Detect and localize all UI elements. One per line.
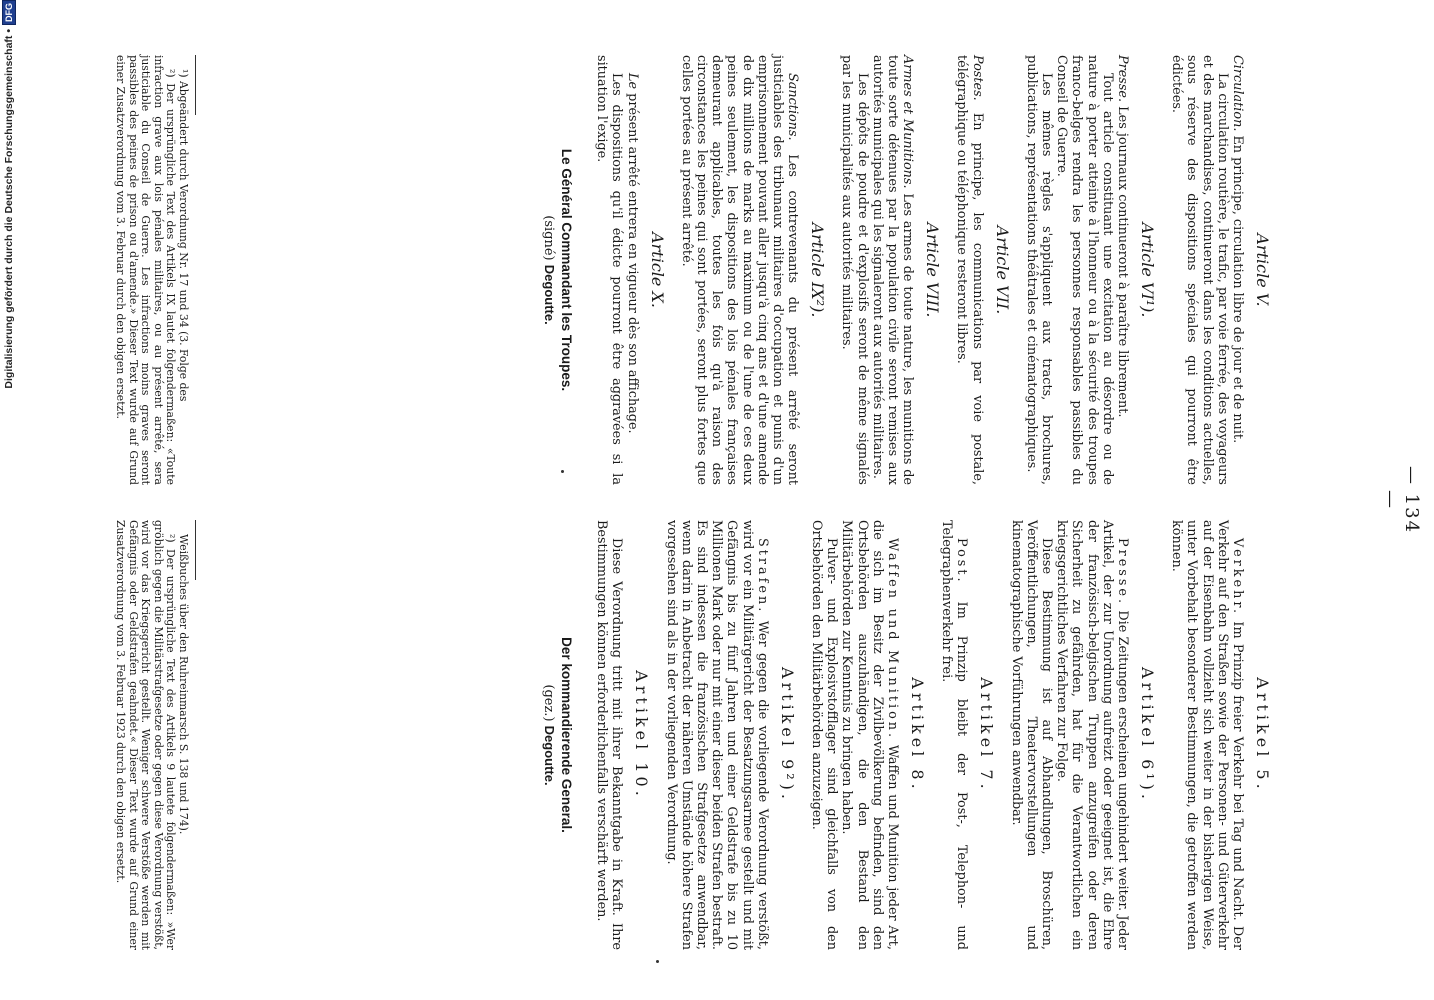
- article-paragraph: Les dispositions qu'il édicte pourront être aggravées si la situation l'exige.: [594, 55, 625, 485]
- footnote: ²) Der ursprüngliche Text des Artikels IX lautet folgendermaßen: «Toute infraction grave aux lois pénales militaires, ou au présent arrêté, sera justiciable du Conseil de Guerre. Les infractions moins graves seront passibles des peines de prison ou d'amende.» Dieser Text wurde auf Grund einer Zusatzverordnung vom 3. Februar durch den obigen ersetzt.: [114, 55, 178, 485]
- article-paragraph: [939, 520, 969, 950]
- article-paragraph: Les mêmes règles s'appliquent aux tracts, brochures, publications, représentations théâtrales et cinématographiques.: [1023, 55, 1054, 485]
- footnote-divider: [195, 520, 196, 580]
- signature-name: [541, 520, 557, 950]
- article-paragraph: Diese Verordnung tritt mit ihrer Bekanntgabe in Kraft. Ihre Bestimmungen können erforderlichenfalls verschärft werden.: [594, 520, 625, 950]
- paragraph-text: Wer gegen die vorliegende Verordnung verstößt, wird vor ein Militärgericht der Besatzungsarmee gestellt und mit Gefängnis bis zu fünf Jahren und einer Geldstrafe bis zu 10 Millionen Mark oder nur mit einer dieser beiden Strafen bestraft. Es sind indessen die französischen Strafgesetze anwendbar, wenn darin in Anbetracht der näheren Umstände höhere Strafen vorgesehen sind als in der vorliegenden Verordnung.: [663, 520, 770, 950]
- article-heading: Article X.: [647, 232, 667, 308]
- paragraph-text: Les journaux continueront à paraître librement.: [1114, 102, 1130, 418]
- article-keyword: Presse.: [1114, 538, 1130, 607]
- article-heading: Article VIII.: [923, 222, 943, 318]
- article-paragraph: [663, 520, 769, 950]
- article-heading: Artikel 5.: [1253, 677, 1272, 793]
- article-heading: Article VI¹).: [1137, 222, 1157, 318]
- paragraph-text: Les armes de toute nature, les munitions de toute sorte détenues par la population civile seront remises aux autorités municipales qui les signaleront aux autorités militaires.: [869, 55, 916, 486]
- article-keyword: Sanctions.: [785, 73, 801, 141]
- signatory-name: Degoutte.: [541, 264, 557, 325]
- signatory-name: Degoutte.: [541, 725, 557, 786]
- article-keyword: Postes.: [969, 55, 985, 101]
- signature-name: [541, 55, 557, 485]
- article-heading: Artikel 9²).: [777, 666, 797, 804]
- article-paragraph: Tout article constituant une excitation au désordre ou de nature à porter atteinte à l'honneur ou à la sécurité des troupes franco-belges rendra les personnes responsables passibles du Conseil de Guerre.: [1054, 55, 1115, 485]
- article-heading: Article VII.: [992, 225, 1012, 315]
- dfg-logo-icon: DFG: [2, 0, 16, 25]
- article-heading: Artikel 7.: [977, 677, 997, 793]
- article-heading: Article IX²).: [808, 222, 828, 318]
- article-paragraph: [679, 55, 801, 485]
- article-paragraph: [1115, 55, 1130, 485]
- signature-prefix: (signé): [540, 215, 556, 265]
- article-heading: Artikel 10.: [632, 670, 652, 800]
- print-speck: [656, 960, 659, 963]
- paragraph-text: Les contrevenants du présent arrêté seront justiciables des tribunaux militaires d'occupation et punis d'un emprisonnement pouvant aller jusqu'à cinq ans et d'une amende de dix millions de marks au maximum ou de l'une de ces deux peines seulement, les dispositions des lois pénales françaises demeurant applicables, toutes les fois qu'à raison des circonstances les peines qui sont portées, seront plus fortes que celles portées au présent arrêté.: [678, 55, 801, 485]
- credit-text: Digitalisierung gefördert durch die Deutsche Forschungsgemeinschaft •: [3, 29, 15, 389]
- paragraph-text: En principe, circulation libre de jour et de nuit.: [1230, 131, 1245, 444]
- article-paragraph: [870, 55, 916, 485]
- article-keyword: Waffen und Munition.: [884, 538, 900, 741]
- article-keyword: Post.: [954, 538, 970, 585]
- paragraph-text: En principe, les communications par voie postale, télégraphique ou téléphonique resteront libres.: [954, 55, 985, 485]
- german-footnotes: [113, 520, 189, 950]
- article-paragraph: Les dépôts de poudre et d'explosifs seront de même signalés par les municipalités aux autorités militaires.: [839, 55, 870, 485]
- article-heading: Artikel 6¹).: [1137, 666, 1157, 804]
- footnote-divider: [195, 55, 196, 115]
- article-keyword: Circulation.: [1230, 55, 1245, 132]
- french-column: [541, 55, 1284, 485]
- print-speck: [561, 470, 564, 473]
- article-heading: Article V.: [1253, 233, 1272, 307]
- article-paragraph: Pulver- und Explosivstofflager sind gleichfalls von den Ortsbehörden den Militärbehörden anzuzeigen.: [808, 520, 840, 950]
- paragraph-text: présent arrêté entrera en vigueur dès son affichage.: [624, 89, 640, 434]
- french-footnotes: [113, 55, 189, 485]
- article-paragraph: La circulation routière, le trafic, par voie ferrée, des voyageurs et des marchandises, continueront dans les conditions actuelles, sous réserve des dispositions spéciales qui pourront être édictées.: [1169, 55, 1230, 485]
- article-keyword: Armes et Munitions.: [900, 55, 916, 189]
- paragraph-text: Im Prinzip bleibt der Post-, Telephon- und Telegraphenverkehr frei.: [939, 520, 970, 950]
- article-paragraph: [839, 520, 900, 950]
- german-column: [541, 520, 1284, 950]
- paragraph-text: Im Prinzip freier Verkehr bei Tag und Nacht. Der Verkehr auf den Straßen sowie der Personen- und Güterverkehr auf der Eisenbahn vollzieht sich weiter in der bisherigen Weise, unter Vorbehalt besonderer Bestimmungen, die getroffen werden können.: [1169, 520, 1245, 950]
- article-paragraph: [954, 55, 984, 485]
- article-heading: Artikel 8.: [907, 677, 927, 793]
- signature-prefix: (gez.): [540, 684, 556, 726]
- article-paragraph: [1169, 520, 1245, 950]
- paragraph-text: Die Zeitungen erscheinen ungehindert weiter. Jeder Artikel, der zur Unordnung aufreizt oder geeignet ist, die Ehre der französisch-belgischen Truppen anzugreifen oder deren Sicherheit zu gefährden, hat für die Verantwortlichen ein kriegsgerichtliches Verfahren zur Folge.: [1054, 520, 1130, 950]
- article-paragraph: [1054, 520, 1130, 950]
- signature-title: Le Général Commandant les Troupes.: [558, 148, 574, 392]
- article-keyword: Presse.: [1114, 55, 1130, 103]
- article-keyword: Le: [624, 73, 640, 90]
- page-number: — 134 —: [1380, 465, 1422, 535]
- credit-text-wrapper: [2, 0, 16, 1000]
- article-paragraph: [1230, 55, 1245, 485]
- footnote: Weißbuches über den Ruhreinmarsch S. 138 und 174).: [177, 534, 190, 835]
- footnote: ²) Der ursprüngliche Text des Artikels 9 lautete folgendermaßen: »Wer gröblich gegen die Militärstrafgesetze oder gegen diese Verordnung verstößt, wird vor das Kriegsgericht gestellt. Weniger schwere Verstöße werden mit Gefängnis oder Geldstrafen geahndet.« Dieser Text wurde auf Grund einer Zusatzverordnung vom 3. Februar 1923 durch den obigen ersetzt.: [114, 520, 178, 950]
- article-paragraph: Diese Bestimmung ist auf Abhandlungen, Broschüren, Veröffentlichungen, Theatervorstellungen und kinematographische Vorführungen anwendbar.: [1008, 520, 1054, 950]
- signature-title: Der kommandierende General.: [558, 637, 574, 833]
- article-keyword: Strafen.: [754, 538, 770, 615]
- article-paragraph: [624, 55, 639, 485]
- article-keyword: Verkehr.: [1230, 538, 1245, 617]
- digitization-credit: [2, 0, 16, 1000]
- paragraph-text: Waffen und Munition jeder Art, die sich im Besitz der Zivilbevölkerung befinden, sind den Ortsbehörden auszuhändigen, die den Bestand den Militärbehörden zur Kenntnis zu bringen haben.: [839, 520, 900, 950]
- footnote: ¹) Abgeändert durch Verordnung Nr. 17 und 34 (3. Folge des: [177, 69, 190, 402]
